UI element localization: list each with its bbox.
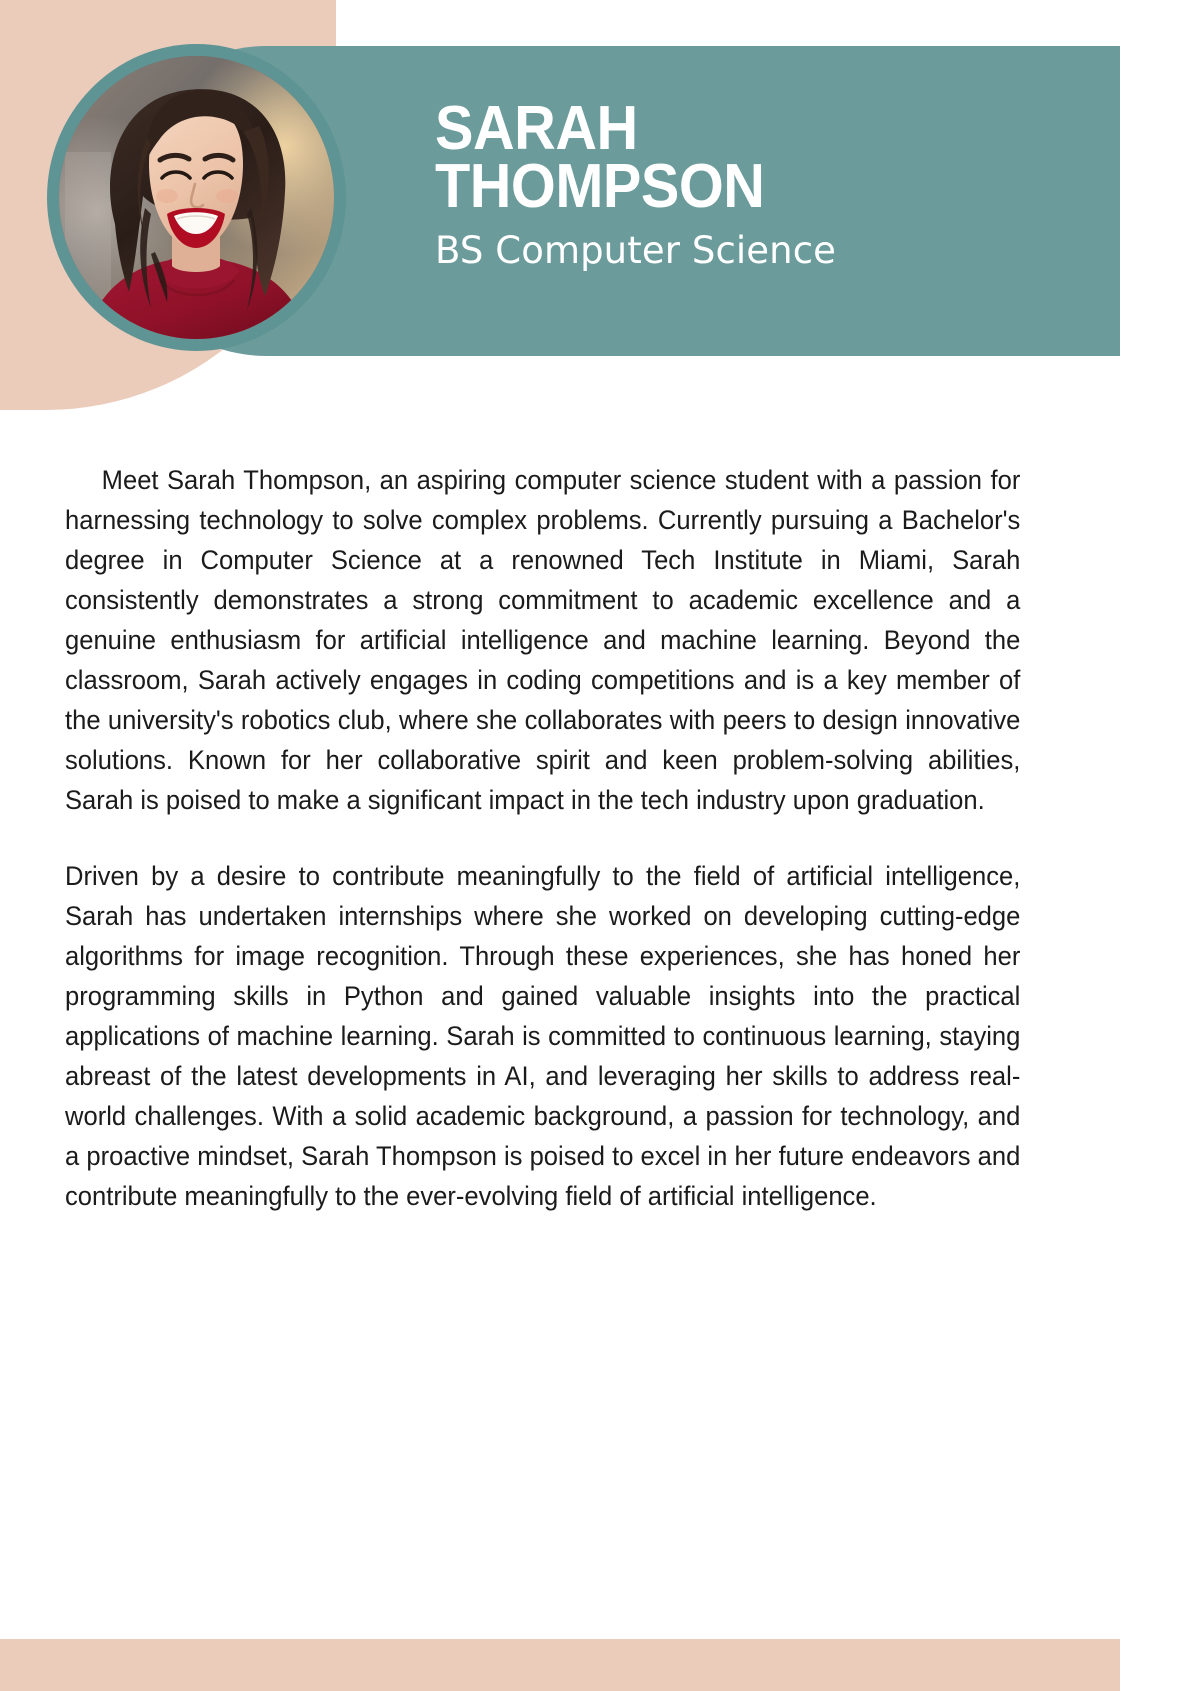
page-title-line-2: THOMPSON: [435, 152, 765, 222]
degree-subtitle: BS Computer Science: [435, 228, 837, 272]
avatar: [47, 44, 346, 351]
footer-peach-band: [0, 1639, 1120, 1691]
bio-paragraph-2: Driven by a desire to contribute meaningfully to the field of artificial intelligence, Sarah has undertaken internships where she worked on developing cutting-edge algorithms for image recognition. Through these experiences, she has honed her programming skills in Python and gained valuable insights into the practical applications of machine learning. Sarah is committed to continuous learning, staying abreast of the latest developments in AI, and leveraging her skills to address real-world challenges. With a solid academic background, a passion for technology, and a proactive mindset, Sarah Thompson is poised to excel in her future endeavors and contribute meaningfully to the ever-evolving field of artificial intelligence.: [65, 861, 1021, 1211]
profile-header: [0, 0, 1120, 420]
header-text-block: [435, 94, 1035, 274]
bio-paragraph-1: Meet Sarah Thompson, an aspiring computer science student with a passion for harnessing technology to solve complex problems. Currently pursuing a Bachelor's degree in Computer Science at a renowned Tech Institute in Miami, Sarah consistently demonstrates a strong commitment to academic excellence and a genuine enthusiasm for artificial intelligence and machine learning. Beyond the classroom, Sarah actively engages in coding competitions and is a key member of the university's robotics club, where she collaborates with peers to design innovative solutions. Known for her collaborative spirit and keen problem-solving abilities, Sarah is poised to make a significant impact in the tech industry upon graduation.: [65, 465, 1021, 815]
page-title-line-1: SARAH: [435, 94, 638, 163]
bio-body: [65, 460, 1055, 1216]
avatar-photo: [59, 56, 334, 339]
